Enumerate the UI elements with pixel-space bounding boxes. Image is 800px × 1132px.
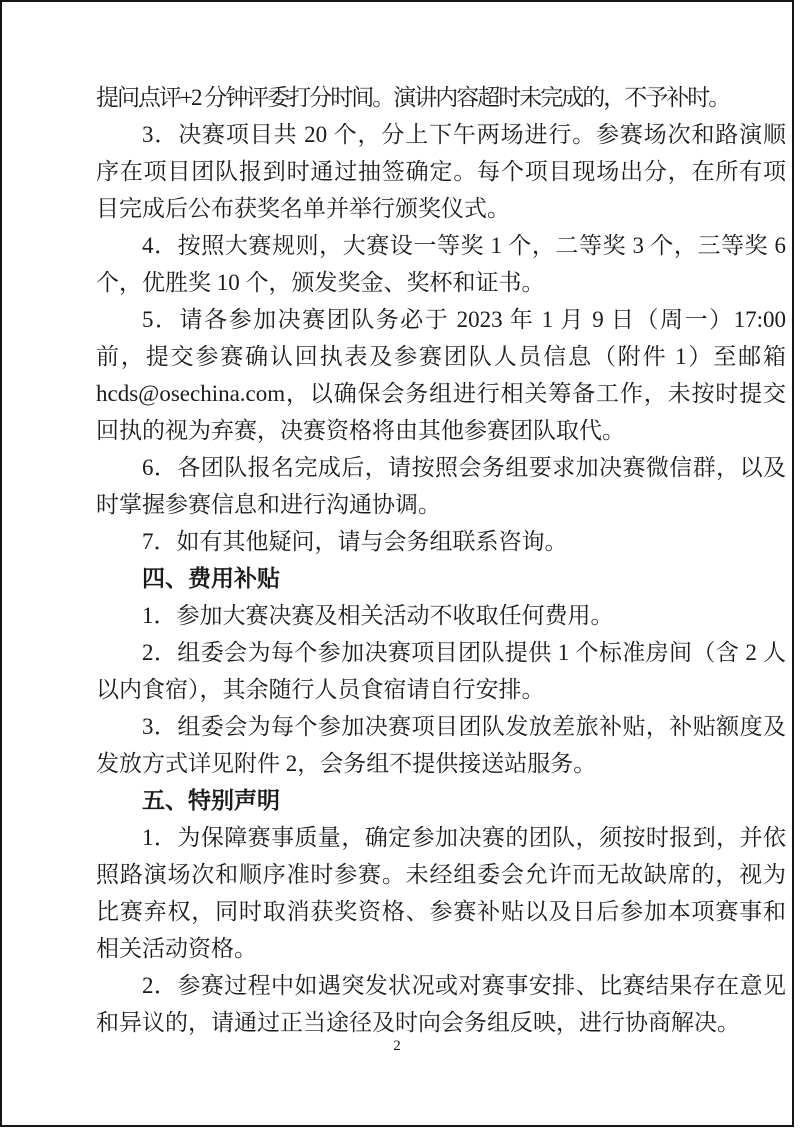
- text-line: 发放方式详见附件 2，会务组不提供接送站服务。: [96, 751, 597, 776]
- text-line: 7．如有其他疑问，请与会务组联系咨询。: [142, 529, 568, 554]
- text-line: 2．参赛过程中如遇突发状况或对赛事安排、比赛结果存在意见: [142, 973, 786, 998]
- text-line: 相关活动资格。: [96, 936, 257, 961]
- text-line: 以内食宿），其余随行人员食宿请自行安排。: [96, 677, 545, 702]
- text-line: 个，优胜奖 10 个，颁发奖金、奖杯和证书。: [96, 270, 545, 295]
- text-line: 1．参加大赛决赛及相关活动不收取任何费用。: [142, 603, 614, 628]
- text-line: 3．组委会为每个参加决赛项目团队发放差旅补贴，补贴额度及: [142, 714, 786, 739]
- text-line: 3．决赛项目共 20 个，分上下午两场进行。参赛场次和路演顺: [142, 122, 786, 147]
- text-line: 序在项目团队报到时通过抽签确定。每个项目现场出分，在所有项: [96, 159, 786, 184]
- page-number: 2: [393, 1038, 401, 1054]
- text-line: 6．各团队报名完成后，请按照会务组要求加决赛微信群，以及: [142, 455, 786, 480]
- text-line: 前，提交参赛确认回执表及参赛团队人员信息（附件 1）至邮箱: [96, 344, 786, 369]
- text-line: hcds@osechina.com，以确保会务组进行相关筹备工作，未按时提交: [96, 381, 786, 406]
- text-line: 照路演场次和顺序准时参赛。未经组委会允许而无故缺席的，视为: [96, 862, 786, 887]
- text-line: 4．按照大赛规则，大赛设一等奖 1 个，二等奖 3 个，三等奖 6: [142, 233, 786, 258]
- text-line: 和异议的，请通过正当途径及时向会务组反映，进行协商解决。: [96, 1010, 740, 1035]
- text-line: 回执的视为弃赛，决赛资格将由其他参赛团队取代。: [96, 418, 625, 443]
- text-line: 目完成后公布获奖名单并举行颁奖仪式。: [96, 196, 510, 221]
- text-line: 1．为保障赛事质量，确定参加决赛的团队，须按时报到，并依: [142, 825, 786, 850]
- text-line: 提问点评+2 分钟评委打分时间。演讲内容超时未完成的，不予补时。: [96, 85, 730, 110]
- document-body: [96, 79, 786, 1041]
- text-line: 时掌握参赛信息和进行沟通协调。: [96, 492, 441, 517]
- text-line: 5．请各参加决赛团队务必于 2023 年 1 月 9 日（周一）17:00: [142, 307, 786, 332]
- text-line: 比赛弃权，同时取消获奖资格、参赛补贴以及日后参加本项赛事和: [96, 899, 786, 924]
- section-heading: 四、费用补贴: [142, 566, 280, 591]
- text-line: 2．组委会为每个参加决赛项目团队提供 1 个标准房间（含 2 人: [142, 640, 786, 665]
- section-heading: 五、特别声明: [142, 788, 280, 813]
